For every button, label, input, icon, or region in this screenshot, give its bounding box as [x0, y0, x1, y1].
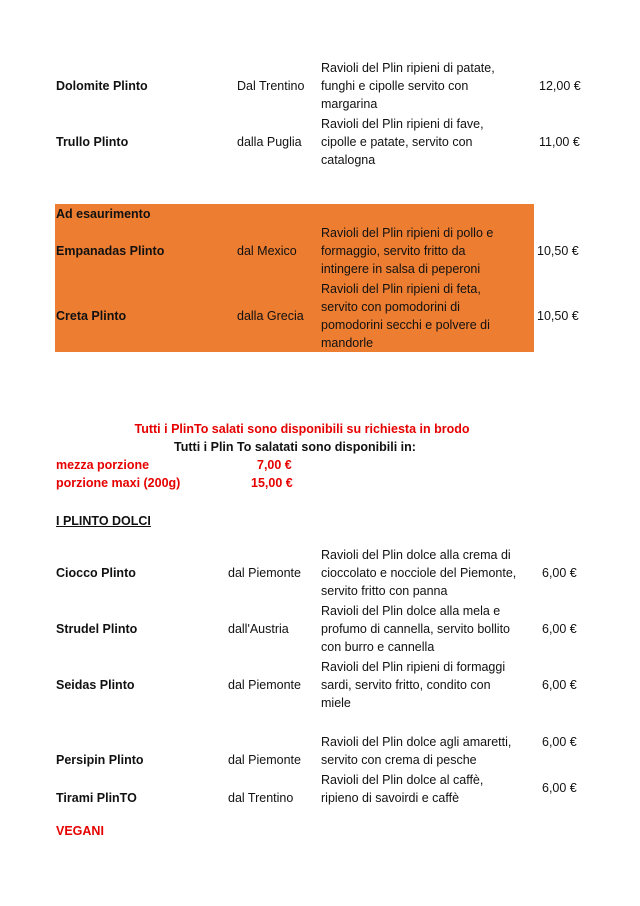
desc-line: cipolle e patate, servito con: [321, 135, 473, 149]
item-description: [321, 224, 536, 278]
desc-line: Ravioli del Plin dolce alla mela e: [321, 604, 501, 618]
item-price: 11,00 €: [539, 135, 580, 149]
dolci-heading: I PLINTO DOLCI: [56, 514, 151, 528]
item-description: [321, 280, 536, 352]
item-description: [321, 59, 536, 113]
desc-line: profumo di cannella, servito bollito: [321, 622, 510, 636]
item-name: Creta Plinto: [56, 309, 127, 323]
desc-line: pomodorini secchi e polvere di: [321, 318, 490, 332]
portion-label: porzione maxi (200g): [56, 476, 181, 490]
item-name: Dolomite Plinto: [56, 79, 148, 93]
portion-price: 7,00 €: [257, 458, 292, 472]
item-name: Strudel Plinto: [56, 622, 138, 636]
item-price: 6,00 €: [542, 622, 577, 636]
desc-line: ripieno di savoirdi e caffè: [321, 791, 460, 805]
desc-line: intingere in salsa di peperoni: [321, 262, 481, 276]
item-price: 6,00 €: [542, 566, 577, 580]
item-price: 6,00 €: [542, 781, 577, 795]
desc-line: formaggio, servito fritto da: [321, 244, 466, 258]
desc-line: servito con pomodorini di: [321, 300, 460, 314]
item-price: 10,50 €: [537, 244, 579, 258]
item-description: [321, 546, 541, 600]
item-name: Seidas Plinto: [56, 678, 135, 692]
portion-label: mezza porzione: [56, 458, 150, 472]
desc-line: Ravioli del Plin ripieni di fave,: [321, 117, 484, 131]
item-origin: dal Piemonte: [228, 753, 301, 767]
item-description: [321, 658, 541, 712]
item-price: 12,00 €: [539, 79, 581, 93]
item-name: Trullo Plinto: [56, 135, 129, 149]
vegani-heading: VEGANI: [56, 824, 104, 838]
item-description: [321, 733, 541, 769]
desc-line: Ravioli del Plin dolce al caffè,: [321, 773, 484, 787]
item-price: 6,00 €: [542, 678, 577, 692]
item-description: [321, 771, 541, 807]
item-origin: Dal Trentino: [237, 79, 305, 93]
desc-line: funghi e cipolle servito con: [321, 79, 469, 93]
desc-line: Ravioli del Plin ripieni di formaggi: [321, 660, 506, 674]
item-name: Persipin Plinto: [56, 753, 144, 767]
desc-line: con burro e cannella: [321, 640, 435, 654]
desc-line: Ravioli del Plin ripieni di patate,: [321, 61, 495, 75]
item-price: 10,50 €: [537, 309, 579, 323]
desc-line: catalogna: [321, 153, 376, 167]
desc-line: miele: [321, 696, 351, 710]
limited-heading: Ad esaurimento: [56, 207, 151, 221]
item-origin: dalla Puglia: [237, 135, 302, 149]
desc-line: servito con crema di pesche: [321, 753, 477, 767]
item-origin: dal Trentino: [228, 791, 294, 805]
portion-price: 15,00 €: [251, 476, 293, 490]
brodo-note: Tutti i PlinTo salati sono disponibili su richiesta in brodo: [134, 422, 470, 436]
desc-line: Ravioli del Plin ripieni di feta,: [321, 282, 481, 296]
item-description: [321, 115, 536, 169]
item-origin: dalla Grecia: [237, 309, 304, 323]
desc-line: sardi, servito fritto, condito con: [321, 678, 491, 692]
desc-line: cioccolato e nocciole del Piemonte,: [321, 566, 517, 580]
item-description: [321, 602, 541, 656]
item-name: Empanadas Plinto: [56, 244, 165, 258]
desc-line: mandorle: [321, 336, 374, 350]
desc-line: Ravioli del Plin dolce agli amaretti,: [321, 735, 512, 749]
item-origin: dal Piemonte: [228, 566, 301, 580]
desc-line: servito fritto con panna: [321, 584, 448, 598]
availability-note: Tutti i Plin To salatati sono disponibili in:: [174, 440, 416, 454]
item-price: 6,00 €: [542, 735, 577, 749]
item-origin: dal Mexico: [237, 244, 297, 258]
item-origin: dall'Austria: [228, 622, 289, 636]
item-name: Ciocco Plinto: [56, 566, 136, 580]
desc-line: margarina: [321, 97, 378, 111]
desc-line: Ravioli del Plin ripieni di pollo e: [321, 226, 494, 240]
item-name: Tirami PlinTO: [56, 791, 137, 805]
item-origin: dal Piemonte: [228, 678, 301, 692]
desc-line: Ravioli del Plin dolce alla crema di: [321, 548, 511, 562]
